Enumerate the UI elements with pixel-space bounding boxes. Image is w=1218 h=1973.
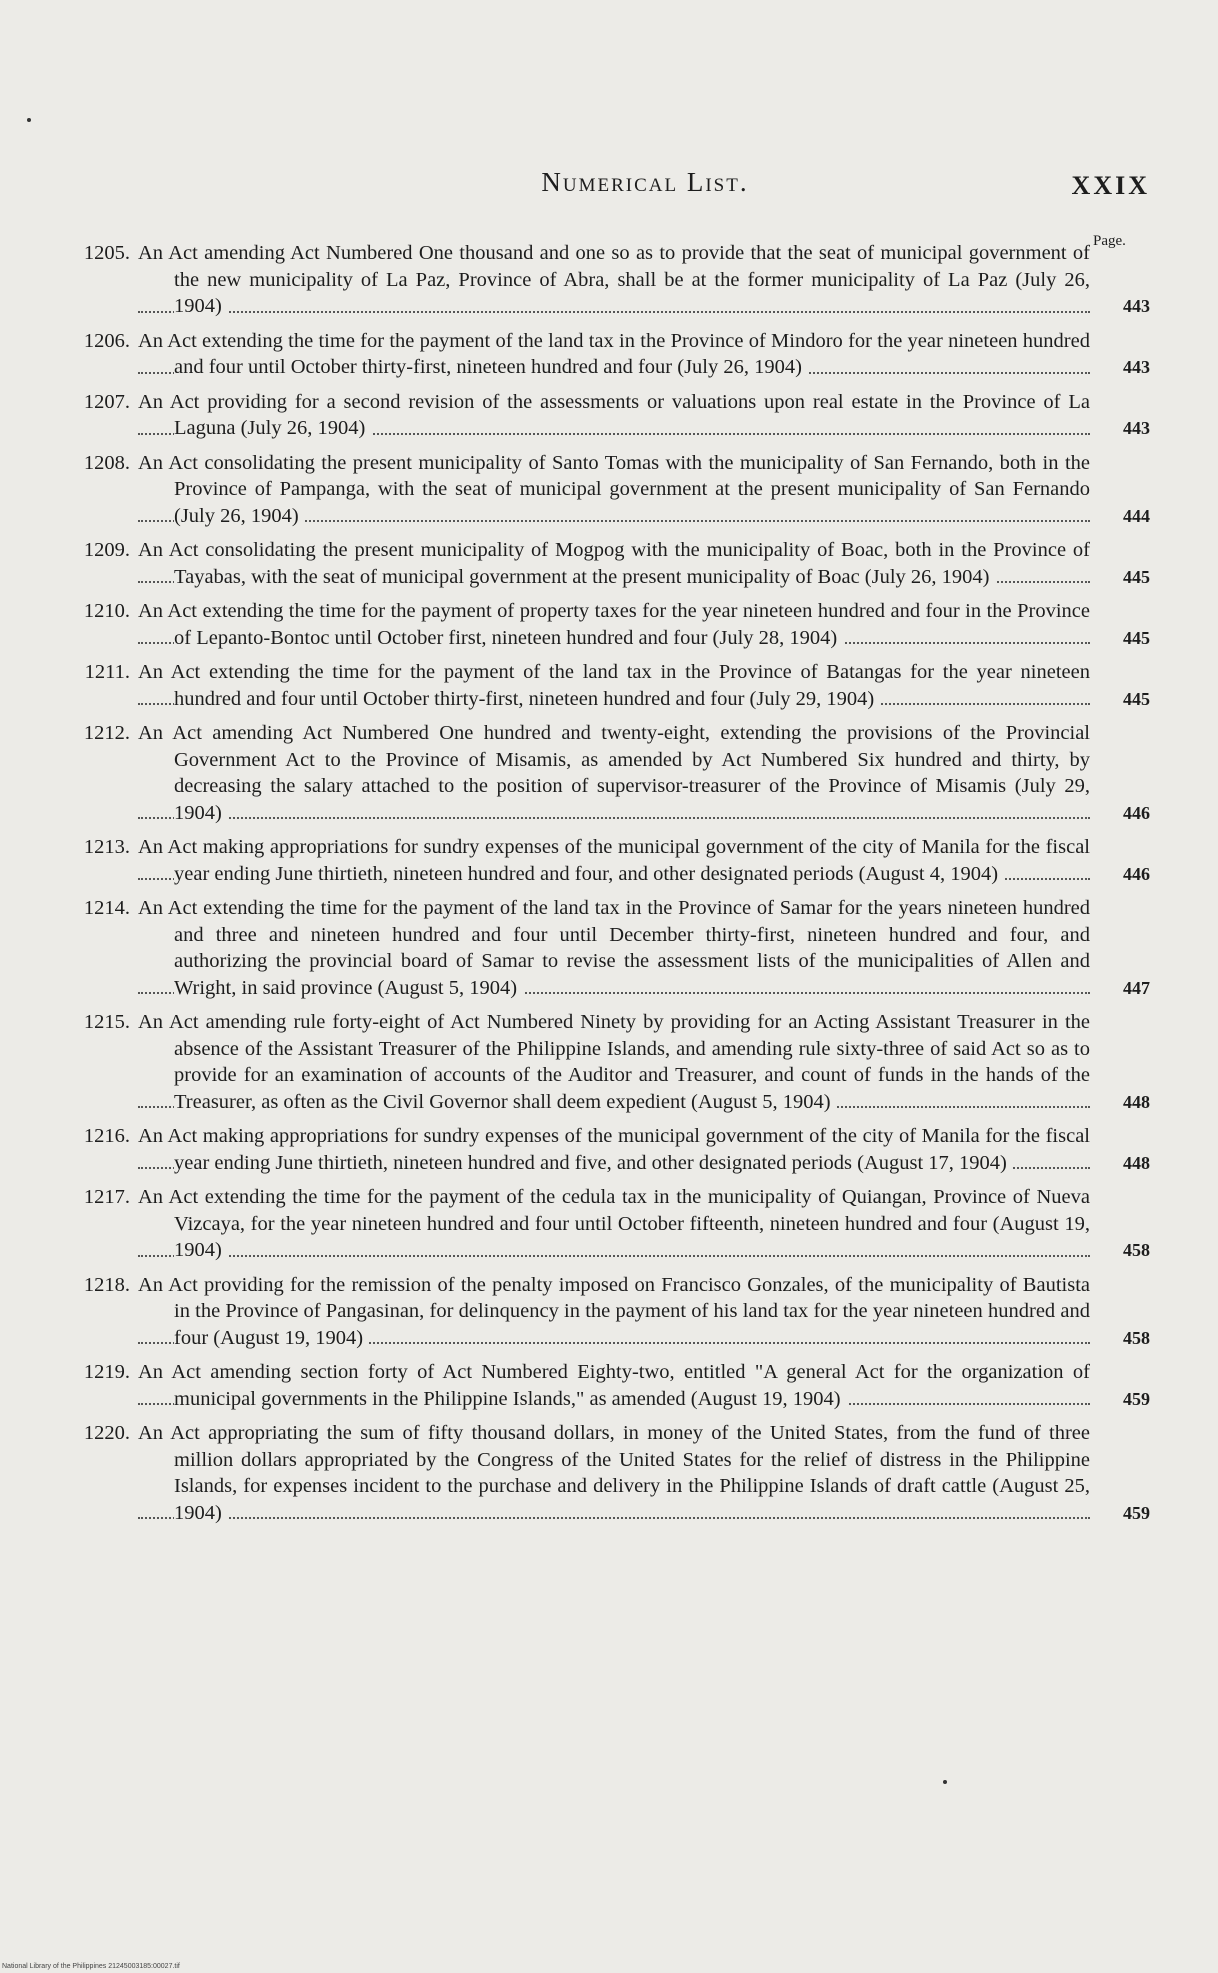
- scan-credit: National Library of the Philippines 21245003185:00027.tif: [2, 1963, 180, 1970]
- page-column-label: Page.: [1093, 233, 1126, 249]
- act-page: 445: [1123, 627, 1150, 648]
- page-title: Numerical List.: [541, 167, 749, 197]
- act-page: 444: [1123, 505, 1150, 526]
- act-number: 1206.: [83, 329, 130, 352]
- list-item: [40, 1420, 1150, 1526]
- act-description: An Act extending the time for the payment of the cedula tax in the municipality of Quiangan, Province of Nueva Vizcaya, for the year nineteen hundred and four until October fifteenth, nineteen hundred and four (August 19, 1904): [138, 1186, 1090, 1261]
- act-page: 448: [1123, 1152, 1150, 1173]
- act-description: An Act extending the time for the payment of the land tax in the Province of Samar for the years nineteen hundred and three and nineteen hundred and four until December thirty-first, nineteen hundred and four, and authorizing the provincial board of Samar to revise the assessment lists of the municipalities of Allen and Wright, in said province (August 5, 1904): [138, 897, 1090, 999]
- act-number: 1212.: [83, 722, 130, 744]
- acts-list: [40, 240, 1150, 1534]
- list-item: [40, 450, 1150, 530]
- act-page: 443: [1123, 418, 1150, 438]
- list-item: [40, 1184, 1150, 1264]
- list-item: [40, 240, 1150, 320]
- act-number: 1208.: [83, 451, 130, 474]
- act-page: 459: [1123, 1502, 1150, 1523]
- list-item: [40, 895, 1150, 1001]
- act-description: An Act appropriating the sum of fifty thousand dollars, in money of the United States, from the fund of three million dollars appropriated by the Congress of the United States for the relief of distress in the Philippine Islands, for expenses incident to the purchase and delivery in the Philippine Islands of draft cattle (August 25, 1904): [138, 1422, 1090, 1524]
- act-number: 1218.: [83, 1273, 130, 1296]
- act-number: 1214.: [83, 897, 130, 919]
- act-page: 443: [1123, 296, 1150, 316]
- act-page: 445: [1123, 566, 1150, 587]
- scan-speck: [943, 1780, 947, 1784]
- act-number: 1217.: [83, 1186, 130, 1208]
- act-number: 1213.: [83, 836, 130, 858]
- list-item: [40, 834, 1150, 887]
- list-item: [40, 1359, 1150, 1412]
- act-description: An Act extending the time for the payment of property taxes for the year nineteen hundred and four in the Province of Lepanto-Bontoc until October first, nineteen hundred and four (July 28, 1904): [138, 600, 1090, 649]
- list-item: [40, 1123, 1150, 1176]
- act-page: 458: [1123, 1327, 1150, 1348]
- act-description: An Act extending the time for the payment of the land tax in the Province of Batangas for the year nineteen hundred and four until October thirty-first, nineteen hundred and four (July 29, 1904): [138, 661, 1090, 710]
- act-page: 447: [1123, 977, 1150, 998]
- act-description: An Act amending section forty of Act Numbered Eighty-two, entitled "A general Act for the organization of municipal governments in the Philippine Islands," as amended (August 19, 1904): [138, 1361, 1090, 1410]
- act-number: 1210.: [83, 600, 130, 622]
- act-page: 448: [1123, 1091, 1150, 1112]
- act-description: An Act extending the time for the payment of the land tax in the Province of Mindoro for the year nineteen hundred and four until October thirty-first, nineteen hundred and four (July 26, 1904): [138, 329, 1090, 378]
- list-item: [40, 1272, 1150, 1352]
- act-description: An Act amending rule forty-eight of Act Numbered Ninety by providing for an Acting Assistant Treasurer in the absence of the Assistant Treasurer of the Philippine Islands, and amending rule sixty-three of said Act so as to provide for an examination of accounts of the Auditor and Treasurer, and count of funds in the hands of the Treasurer, as often as the Civil Governor shall deem expedient (August 5, 1904): [138, 1011, 1090, 1113]
- act-number: 1209.: [83, 539, 130, 561]
- act-description: An Act providing for the remission of the penalty imposed on Francisco Gonzales, of the municipality of Bautista in the Province of Pangasinan, for delinquency in the payment of his land tax for the year nineteen hundred and four (August 19, 1904): [138, 1273, 1090, 1349]
- act-number: 1211.: [84, 661, 130, 683]
- page-header: [140, 163, 1150, 203]
- act-description: An Act amending Act Numbered One thousand and one so as to provide that the seat of municipal government of the new municipality of La Paz, Province of Abra, shall be at the former municipality of La Paz (July 26, 1904): [138, 242, 1090, 317]
- act-page: 458: [1123, 1240, 1150, 1260]
- act-number: 1216.: [83, 1125, 130, 1147]
- act-description: An Act consolidating the present municipality of Mogpog with the municipality of Boac, both in the Province of Tayabas, with the seat of municipal government at the present municipality of Boac (July 26, 1904): [138, 539, 1090, 588]
- act-description: An Act consolidating the present municipality of Santo Tomas with the municipality of San Fernando, both in the Province of Pampanga, with the seat of municipal government at the present municipality of San Fernando (July 26, 1904): [138, 451, 1090, 527]
- act-number: 1207.: [83, 390, 130, 413]
- act-page: 446: [1123, 863, 1150, 884]
- act-number: 1220.: [83, 1422, 130, 1444]
- act-description: An Act making appropriations for sundry expenses of the municipal government of the city of Manila for the fiscal year ending June thirtieth, nineteen hundred and four, and other designated periods (August 4, 1904): [138, 836, 1090, 885]
- act-number: 1215.: [83, 1011, 130, 1033]
- act-number: 1219.: [83, 1361, 130, 1383]
- act-number: 1205.: [83, 242, 130, 264]
- list-item: [40, 720, 1150, 826]
- list-item: [40, 659, 1150, 712]
- act-page: 445: [1123, 688, 1150, 709]
- scan-speck: [27, 118, 31, 122]
- list-item: [40, 1009, 1150, 1115]
- list-item: [40, 389, 1150, 442]
- act-description: An Act providing for a second revision of the assessments or valuations upon real estate in the Province of La Laguna (July 26, 1904): [138, 390, 1090, 439]
- list-item: [40, 598, 1150, 651]
- list-item: [40, 328, 1150, 381]
- act-description: An Act making appropriations for sundry expenses of the municipal government of the city of Manila for the fiscal year ending June thirtieth, nineteen hundred and five, and other designated periods (August 17, 1904): [138, 1125, 1090, 1174]
- act-page: 459: [1123, 1388, 1150, 1409]
- act-description: An Act amending Act Numbered One hundred and twenty-eight, extending the provisions of the Provincial Government Act to the Province of Misamis, as amended by Act Numbered Six hundred and thirty, by decreasing the salary attached to the position of supervisor-treasurer of the Province of Misamis (July 29, 1904): [138, 722, 1090, 824]
- act-page: 443: [1123, 357, 1150, 377]
- page-number-roman: XXIX: [1071, 171, 1150, 200]
- list-item: [40, 537, 1150, 590]
- act-page: 446: [1123, 802, 1150, 823]
